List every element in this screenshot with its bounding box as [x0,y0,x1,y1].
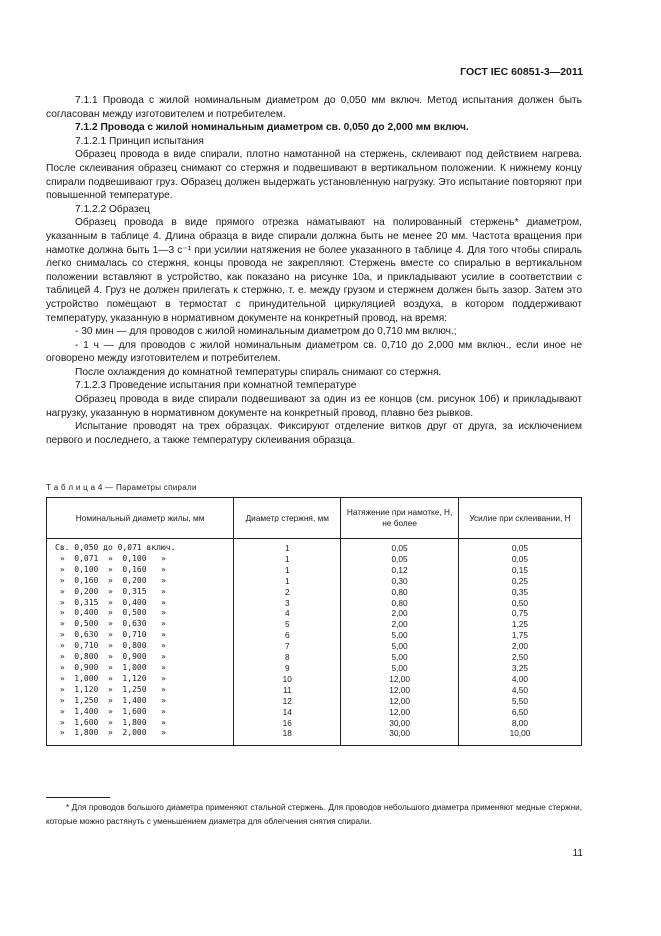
table-cell: 12,00 [341,674,459,685]
table-cell: 30,00 [341,728,459,745]
table-cell: 1,75 [458,630,581,641]
table-row [47,619,582,630]
table-cell: » 1,120 » 1,250 » [47,685,234,696]
heading-7-1-2-2: 7.1.2.2 Образец [75,203,151,215]
paragraph-principle: Образец провода в виде спирали, плотно намотанной на стержень, склеивают под действием нагрева. После склеивания образец снимают со стержня и подвешивают в вертикальном положении. К нижнему концу спирали подвешивают груз. Образец должен выдержать установленную нагрузку. Это испытание повторяют при повышенной температуре. [46,149,582,202]
table-cell: 0,05 [341,539,459,554]
table-row [47,608,582,619]
table-cell: 2,00 [341,619,459,630]
table-cell: 6,50 [458,707,581,718]
table-cell: 11 [234,685,341,696]
table-cell: 1,25 [458,619,581,630]
body-text [46,94,582,447]
table-cell: 2,00 [458,641,581,652]
table-row [47,598,582,609]
header-winding-tension: Натяжение при намотке, Н, не более [341,498,459,539]
table-cell: 2,50 [458,652,581,663]
table-row [47,641,582,652]
table-cell: 0,05 [341,554,459,565]
heading-7-1-2-1: 7.1.2.1 Принцип испытания [75,135,204,147]
table-row [47,539,582,554]
table-cell: 1 [234,576,341,587]
table-cell: » 1,600 » 1,800 » [47,718,234,729]
table-cell: 12,00 [341,685,459,696]
table-cell: 5,00 [341,652,459,663]
table-cell: 4 [234,608,341,619]
page-number: 11 [572,848,583,859]
paragraph-cooling: После охлаждения до комнатной температуры спираль снимают со стержня. [75,366,442,378]
table-cell: 4,00 [458,674,581,685]
header-rod-diameter: Диаметр стержня, мм [234,498,341,539]
table-cell: 7 [234,641,341,652]
table-cell: 18 [234,728,341,745]
standard-header: ГОСТ IEC 60851-3—2011 [460,66,583,78]
table-cell: Св. 0,050 до 0,071 включ. [47,539,234,554]
table-cell: » 0,500 » 0,630 » [47,619,234,630]
table-header-row [47,498,582,539]
table-cell: » 1,400 » 1,600 » [47,707,234,718]
table-cell: 10,00 [458,728,581,745]
table-row [47,718,582,729]
table-body [47,539,582,746]
table-cell: 0,75 [458,608,581,619]
table-cell: 9 [234,663,341,674]
table-cell: 0,30 [341,576,459,587]
table-cell: 1 [234,539,341,554]
table-cell: 30,00 [341,718,459,729]
table-cell: 14 [234,707,341,718]
table-cell: 5,00 [341,641,459,652]
table-cell: » 0,900 » 1,000 » [47,663,234,674]
table-cell: » 0,800 » 0,900 » [47,652,234,663]
table-cell: 6 [234,630,341,641]
table-cell: 0,80 [341,587,459,598]
table-cell: » 0,630 » 0,710 » [47,630,234,641]
header-wire-diameter: Номинальный диаметр жилы, мм [47,498,234,539]
table-cell: 8,00 [458,718,581,729]
table-row [47,674,582,685]
table-cell: 5,00 [341,663,459,674]
table-cell: » 0,315 » 0,400 » [47,598,234,609]
table-cell: 0,25 [458,576,581,587]
table-cell: » 0,100 » 0,160 » [47,565,234,576]
table-cell: » 0,200 » 0,315 » [47,587,234,598]
table-cell: » 0,071 » 0,100 » [47,554,234,565]
table-row [47,576,582,587]
table-cell: 0,15 [458,565,581,576]
table-cell: » 0,160 » 0,200 » [47,576,234,587]
table-cell: 2,00 [341,608,459,619]
table-cell: » 1,250 » 1,400 » [47,696,234,707]
table-row [47,652,582,663]
heading-7-1-2: 7.1.2 Провода с жилой номинальным диаметром св. 0,050 до 2,000 мм включ. [75,122,469,134]
table-cell: 0,80 [341,598,459,609]
table-cell: 0,50 [458,598,581,609]
table-cell: 0,05 [458,539,581,554]
paragraph-sample: Образец провода в виде прямого отрезка наматывают на полированный стержень* диаметром, указанным в таблице 4. Длина образца в виде спирали должна быть не менее 20 мм. Частота вращения при намотке должна быть 1—3 с⁻¹ при усилии натяжения не более указанного в таблице 4. Для того чтобы спираль легко снималась со стержня, концы провода не закрепляют. Стержень вместе со спиралью в вертикальном положении вставляют в устройство, как показано на рисунке 10а, и прикладывают усилие в соответствии с таблицей 4. Груз не должен прилегать к стержню, т. е. между грузом и стержнем должен быть зазор. Затем это устройство помещают в термостат с принудительной циркуляцией воздуха, в котором поддерживают температуру, указанную в нормативном документе на конкретный провод, на время: [46,217,582,324]
list-item-1h: - 1 ч — для проводов с жилой номинальным диаметром св. 0,710 до 2,000 мм включ., если иное не оговорено между изготовителем и потребителем. [46,339,582,365]
table-cell: » 0,400 » 0,500 » [47,608,234,619]
table-row [47,554,582,565]
table-caption: Т а б л и ц а 4 — Параметры спирали [46,483,197,492]
paragraph-three-samples: Испытание проводят на трех образцах. Фиксируют отделение витков друг от друга, за исключением первого и последнего, а также температуру склеивания образца. [46,421,582,446]
table-cell: 5,50 [458,696,581,707]
table-cell: 12,00 [341,707,459,718]
table-row [47,565,582,576]
table-row [47,728,582,745]
footnote: * Для проводов большого диаметра применяют стальной стержень. Для проводов небольшого диаметра применяют медные стержни, которые можно растянуть с уменьшением диаметра для облегчения снятия спирали. [46,803,582,826]
table-cell: 1 [234,554,341,565]
table-cell: 3 [234,598,341,609]
spiral-parameters-table [46,497,582,746]
table-cell: » 1,800 » 2,000 » [47,728,234,745]
table-cell: 8 [234,652,341,663]
table-cell: 0,12 [341,565,459,576]
table-cell: 1 [234,565,341,576]
table-cell: 5,00 [341,630,459,641]
table-cell: 3,25 [458,663,581,674]
list-item-30min: - 30 мин — для проводов с жилой номинальным диаметром до 0,710 мм включ.; [75,326,457,338]
table-row [47,696,582,707]
table-cell: 12 [234,696,341,707]
heading-7-1-2-3: 7.1.2.3 Проведение испытания при комнатной температуре [75,380,357,392]
table-cell: » 0,710 » 0,800 » [47,641,234,652]
paragraph-7-1-1: 7.1.1 Провода с жилой номинальным диаметром до 0,050 мм включ. Метод испытания должен быть согласован между изготовителем и потребителем. [46,95,582,120]
table-cell: 12,00 [341,696,459,707]
footnote-separator [46,797,110,798]
table-row [47,630,582,641]
table-cell: 16 [234,718,341,729]
header-bonding-force: Усилие при склеивании, Н [458,498,581,539]
table-cell: 0,35 [458,587,581,598]
table-cell: 0,05 [458,554,581,565]
table-cell: 10 [234,674,341,685]
table-cell: 5 [234,619,341,630]
table-cell: 4,50 [458,685,581,696]
table-row [47,587,582,598]
table-cell: » 1,000 » 1,120 » [47,674,234,685]
table-row [47,685,582,696]
table-cell: 2 [234,587,341,598]
table-row [47,707,582,718]
paragraph-test-procedure: Образец провода в виде спирали подвешивают за один из ее концов (см. рисунок 10б) и прикладывают нагрузку, указанную в нормативном документе на конкретный провод, плавно без рывков. [46,394,582,419]
table-row [47,663,582,674]
